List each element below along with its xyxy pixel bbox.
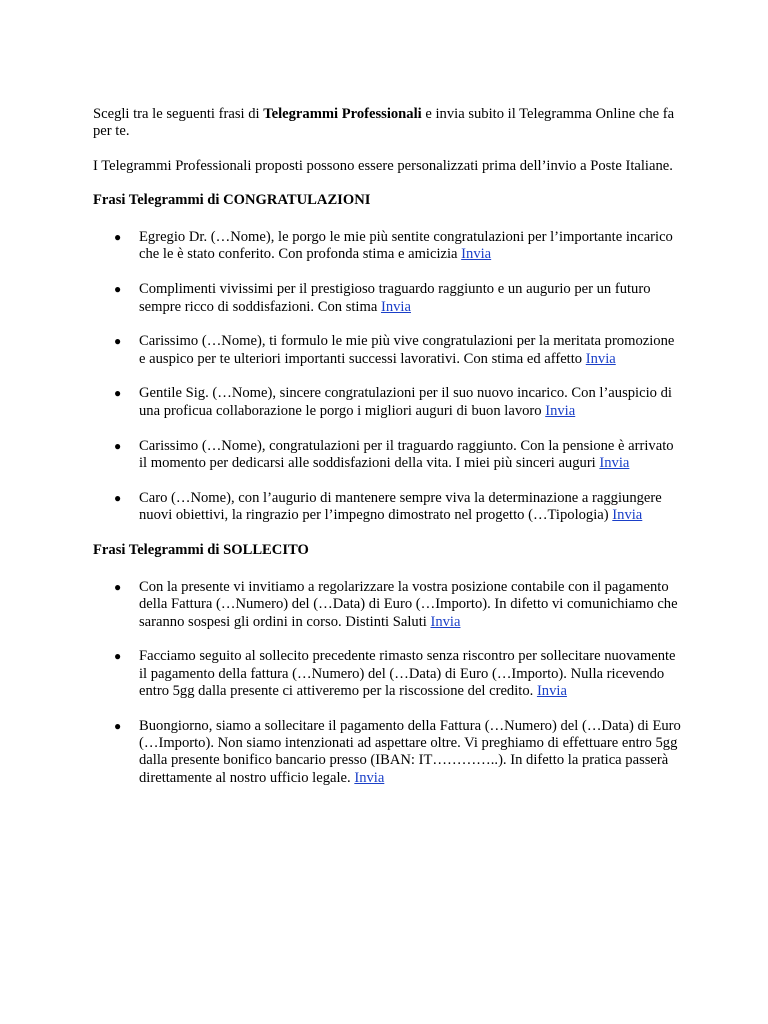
bullet-icon: ● [114,334,122,349]
list-item [93,490,683,525]
list-item [93,579,683,631]
intro-paragraph-1 [93,106,683,141]
intro-bold-text: Telegrammi Professionali [263,106,422,122]
section-sollecito [93,542,683,787]
phrase-text: Complimenti vivissimi per il prestigioso traguardo raggiunto e un augurio per un futuro sempre ricco di soddisfazioni. Con stima [139,281,651,315]
invia-link[interactable]: Invia [599,454,630,471]
invia-link[interactable]: Invia [612,506,643,523]
list-item [93,281,683,316]
list-item [93,718,683,787]
phrase-text: Gentile Sig. (…Nome), sincere congratulazioni per il suo nuovo incarico. Con l’auspicio di una proficua collaborazione le porgo i migliori auguri di buon lavoro [139,385,672,419]
invia-link[interactable]: Invia [354,769,385,786]
phrase-list [93,229,683,524]
phrase-text: Buongiorno, siamo a sollecitare il pagamento della Fattura (…Numero) del (…Data) di Euro (…Importo). Non siamo intenzionati ad aspettare oltre. Vi preghiamo di effettuare entro 5gg dalla presente bonifico bancario presso (IBAN: IT…………..). In difetto la pratica passerà direttamente al nostro ufficio legale. [139,717,681,786]
phrase-list [93,579,683,787]
bullet-icon: ● [114,490,122,505]
list-item [93,333,683,368]
section-congratulazioni [93,192,683,524]
intro-text-after: e invia subito il Telegramma Online che fa per te. [93,106,675,140]
phrase-text: Carissimo (…Nome), ti formulo le mie più vive congratulazioni per la meritata promozione e auspico per te ulteriori importanti successi lavorativi. Con stima ed affetto [139,333,675,367]
intro-text-before: Scegli tra le seguenti frasi di [93,106,264,122]
invia-link[interactable]: Invia [585,350,616,367]
invia-link[interactable]: Invia [545,402,576,419]
phrase-text: Caro (…Nome), con l’augurio di mantenere sempre viva la determinazione a raggiungere nuovi obiettivi, la ringrazio per l’impegno dimostrato nel progetto (…Tipologia) [139,489,662,523]
intro-paragraph-2: I Telegrammi Professionali proposti possono essere personalizzati prima dell’invio a Poste Italiane. [93,157,673,174]
phrase-text: Egregio Dr. (…Nome), le porgo le mie più sentite congratulazioni per l’importante incarico che le è stato conferito. Con profonda stima e amicizia [139,229,673,263]
phrase-text: Facciamo seguito al sollecito precedente rimasto senza riscontro per sollecitare nuovamente il pagamento della fattura (…Numero) del (…Data) di Euro (…Importo). Nulla ricevendo entro 5gg dalla presente ci attiveremo per la riscossione del credito. [139,648,676,700]
bullet-icon: ● [114,282,122,297]
bullet-icon: ● [114,230,122,245]
invia-link[interactable]: Invia [461,246,492,263]
list-item [93,648,683,700]
invia-link[interactable]: Invia [536,683,567,700]
document-page [93,106,683,805]
bullet-icon: ● [114,649,122,664]
list-item [93,229,683,264]
phrase-text: Carissimo (…Nome), congratulazioni per il traguardo raggiunto. Con la pensione è arrivato il momento per dedicarsi alle soddisfazioni della vita. I miei più sinceri auguri [139,437,674,471]
invia-link[interactable]: Invia [430,613,461,630]
phrase-text: Con la presente vi invitiamo a regolarizzare la vostra posizione contabile con il pagamento della Fattura (…Numero) del (…Data) di Euro (…Importo). In difetto vi comunichiamo che saranno sospesi gli ordini in corso. Distinti Saluti [139,579,678,630]
list-item [93,438,683,473]
bullet-icon: ● [114,580,122,595]
list-item [93,385,683,420]
section-heading: Frasi Telegrammi di CONGRATULAZIONI [93,191,371,208]
bullet-icon: ● [114,718,122,733]
bullet-icon: ● [114,386,122,401]
bullet-icon: ● [114,438,122,453]
invia-link[interactable]: Invia [380,298,411,315]
section-heading: Frasi Telegrammi di SOLLECITO [93,541,309,558]
